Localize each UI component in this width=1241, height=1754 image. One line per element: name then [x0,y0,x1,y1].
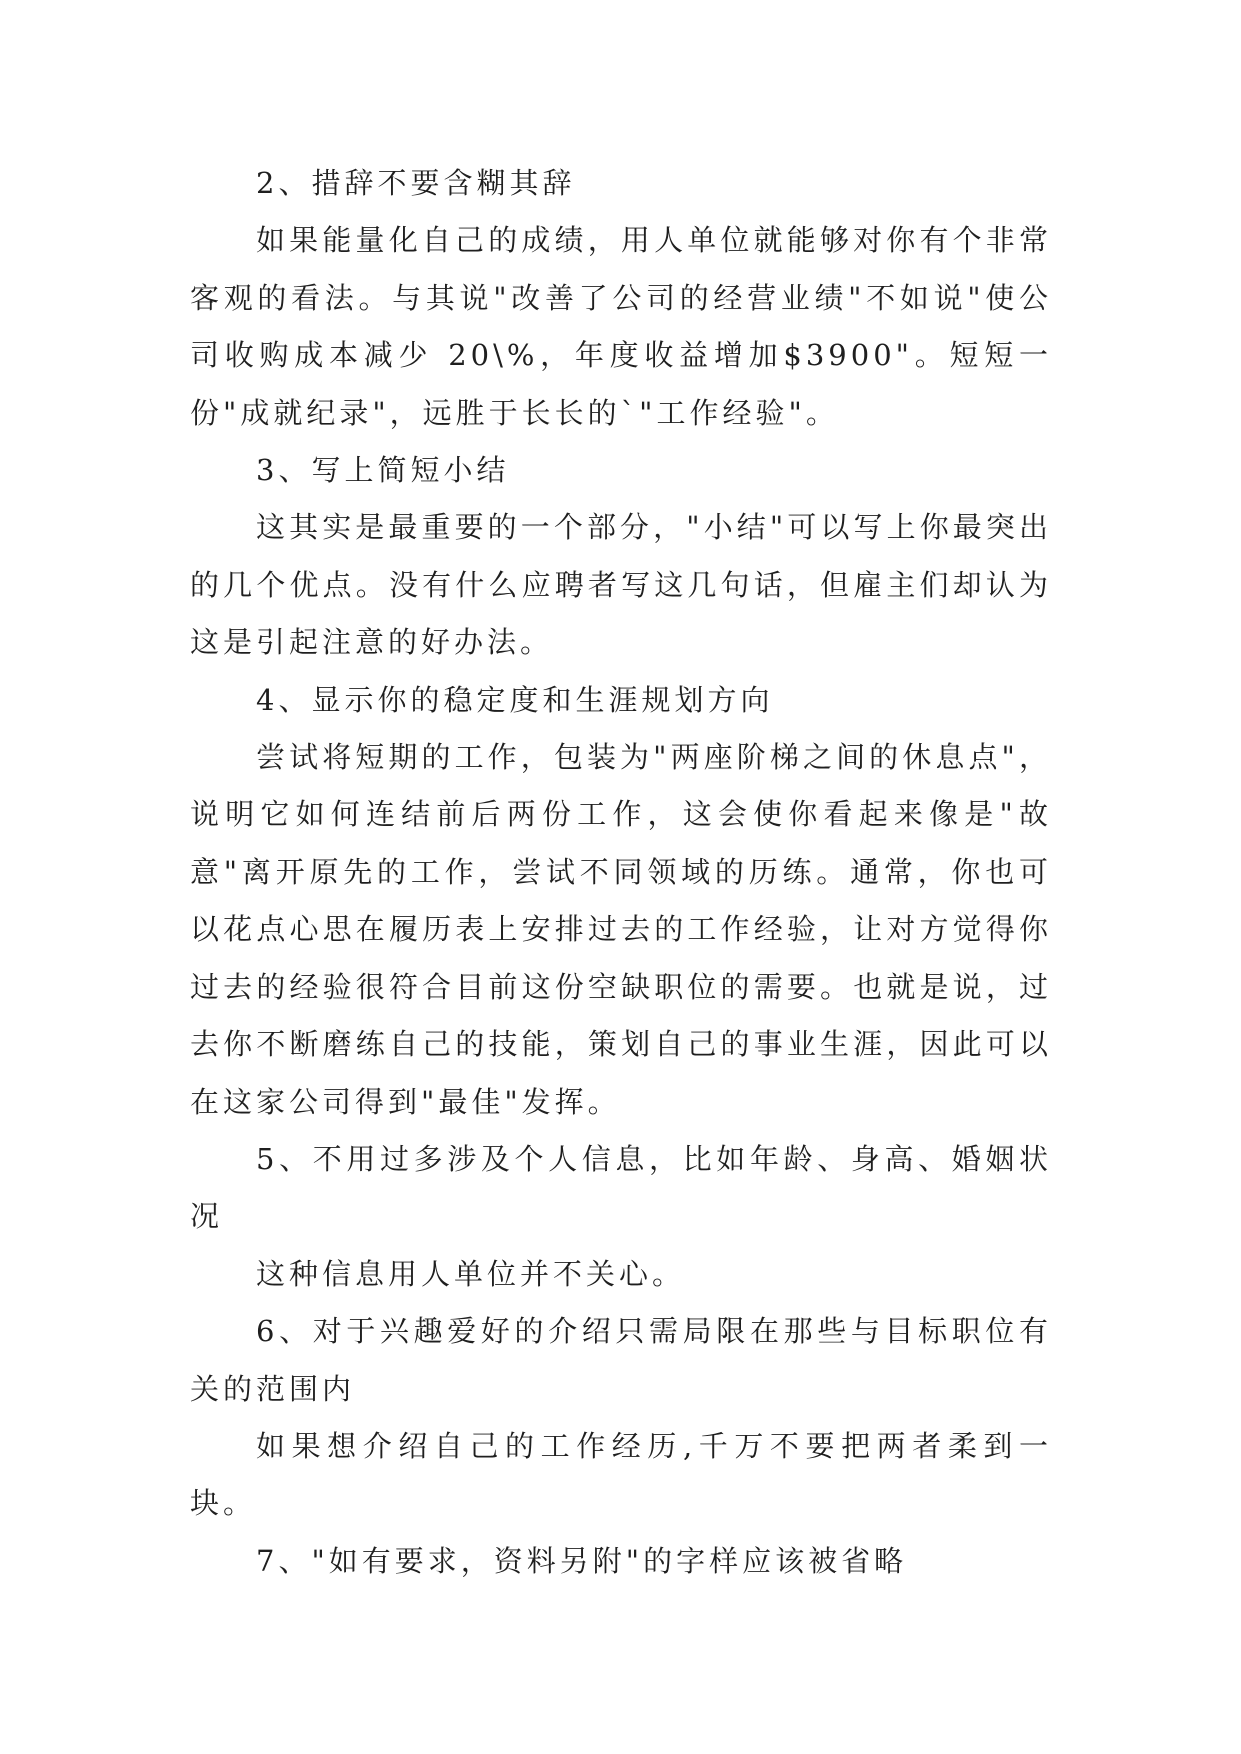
section-heading-2: 2、措辞不要含糊其辞 [256,166,576,200]
paragraph-personal-info: 这种信息用人单位并不关心。 [256,1256,686,1291]
section-heading-3: 3、写上简短小结 [256,453,510,488]
section-heading-6: 6、对于兴趣爱好的介绍只需局限在那些与目标职位有关的范围内 [190,1314,1052,1406]
paragraph-hobbies: 如果想介绍自己的工作经历,千万不要把两者柔到一块。 [190,1428,1052,1521]
section-heading-7: 7、"如有要求，资料另附"的字样应该被省略 [256,1543,908,1578]
document-body [190,155,1052,1590]
paragraph-summary: 这其实是最重要的一个部分，"小结"可以写上你最突出的几个优点。没有什么应聘者写这几句话，但雇主们却认为这是引起注意的好办法。 [190,510,1052,660]
section-heading-4: 4、显示你的稳定度和生涯规划方向 [256,682,774,717]
paragraph-quantify-achievements: 如果能量化自己的成绩，用人单位就能够对你有个非常客观的看法。与其说"改善了公司的经营业绩"不如说"使公司收购成本减少 20\%，年度收益增加$3900"。短短一份"成就纪录"，远胜于长长的`"工作经验"。 [190,223,1052,430]
paragraph-stability: 尝试将短期的工作，包装为"两座阶梯之间的休息点"，说明它如何连结前后两份工作，这会使你看起来像是"故意"离开原先的工作，尝试不同领域的历练。通常，你也可以花点心思在履历表上安排过去的工作经验，让对方觉得你过去的经验很符合目前这份空缺职位的需要。也就是说，过去你不断磨练自己的技能，策划自己的事业生涯，因此可以在这家公司得到"最佳"发挥。 [190,740,1052,1119]
section-heading-5: 5、不用过多涉及个人信息，比如年龄、身高、婚姻状况 [190,1141,1052,1234]
